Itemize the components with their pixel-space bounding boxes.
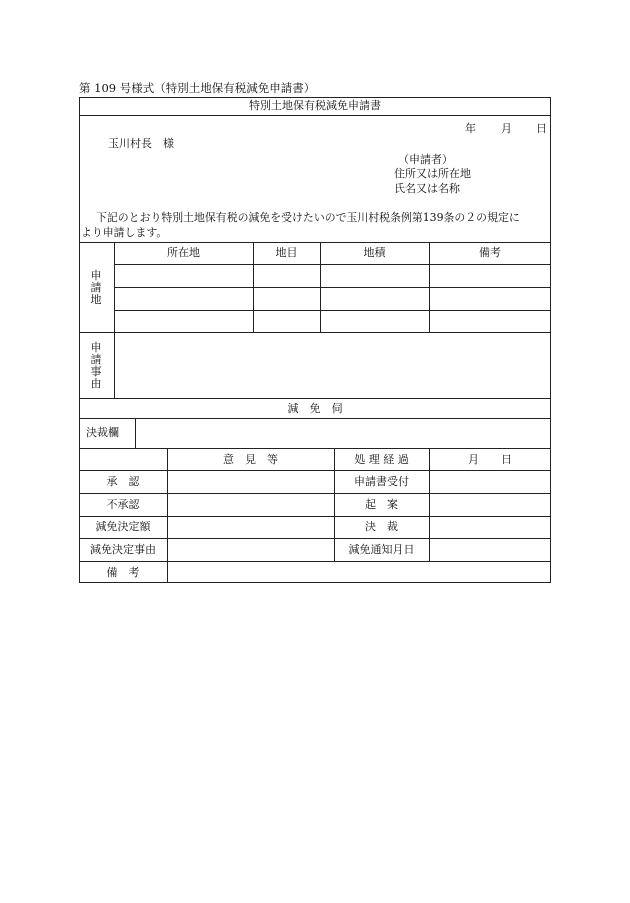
row-label-application-received: 申請書受付 — [354, 475, 409, 488]
column-header-location: 所在地 — [167, 246, 200, 259]
statement-line-2: より申請します。 — [81, 226, 168, 239]
land-section-label: 申 請 地 — [90, 269, 102, 306]
row-label-notice-date: 減免通知月日 — [348, 543, 415, 556]
addressee: 玉川村長 様 — [108, 137, 174, 150]
reason-section-label: 申 請 事 由 — [90, 341, 102, 390]
column-header-remarks: 備考 — [479, 246, 501, 259]
date-month-label: 月 — [501, 122, 512, 135]
statement-line-1: 下記のとおり特別土地保有税の減免を受けたいので玉川村税条例第139条の２の規定に — [96, 211, 520, 224]
review-col-process: 処 理 経 過 — [354, 453, 409, 466]
review-col-opinion: 意 見 等 — [223, 453, 278, 466]
date-year-label: 年 — [465, 122, 476, 135]
row-label-remarks: 備 考 — [106, 566, 140, 579]
row-label-approve: 承 認 — [106, 475, 140, 488]
review-header: 減 免 伺 — [287, 402, 343, 415]
row-label-exemption-reason: 減免決定事由 — [90, 543, 156, 556]
date-day-label: 日 — [536, 122, 547, 135]
applicant-label: （申請者） — [398, 153, 453, 166]
applicant-name-label: 氏名又は名称 — [394, 182, 460, 195]
row-label-drafting: 起 案 — [365, 498, 398, 511]
form-title: 特別土地保有税減免申請書 — [249, 99, 381, 112]
form-number-label: 第 109 号様式（特別土地保有税減免申請書） — [79, 81, 316, 95]
row-label-exemption-amount: 減免決定額 — [95, 520, 151, 533]
applicant-address-label: 住所又は所在地 — [394, 167, 471, 180]
column-header-land-area: 地積 — [363, 246, 386, 259]
row-label-disapprove: 不承認 — [106, 498, 140, 511]
review-col-date: 月 日 — [468, 453, 512, 466]
decision-label: 決裁欄 — [86, 426, 119, 439]
row-label-decision: 決 裁 — [365, 520, 398, 533]
column-header-land-category: 地目 — [275, 246, 298, 259]
